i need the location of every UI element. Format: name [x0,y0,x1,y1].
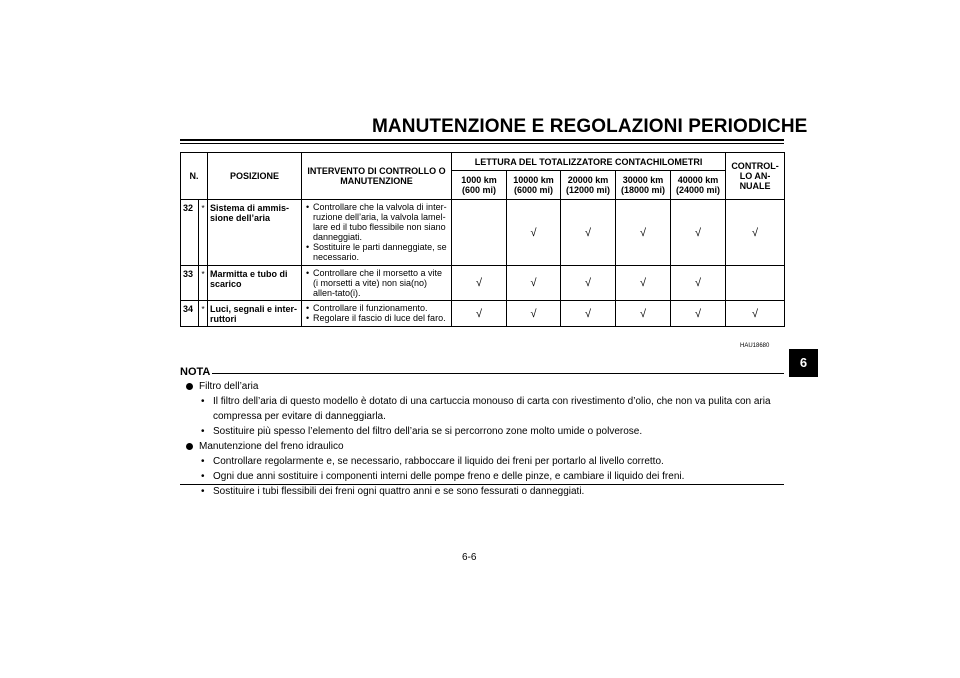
header-odo-2: 10000 km (6000 mi) [507,171,561,200]
filled-circle-icon [186,383,193,390]
nota-group-title-line [186,379,784,394]
nota-group-title-line [186,439,784,454]
bottom-rule [180,484,784,485]
table-row [181,200,785,266]
nota-item: • Sostituire più spesso l’elemento del filtro dell’aria se si percorrono zone molto umide o polverose. [186,424,784,439]
row-number: 32 [181,200,199,266]
row-intervento [302,301,452,327]
title-rule-thin [180,143,784,144]
nota-heading: NOTA [180,366,211,378]
nota-group-title: Filtro dell’aria [199,381,259,392]
intervento-item: • Sostituire le parti danneggiate, se necessario. [306,242,449,262]
row-star: * [199,266,208,301]
check-cell: √ [726,301,785,327]
header-odo-1: 1000 km (600 mi) [452,171,507,200]
header-odo-5: 40000 km (24000 mi) [671,171,726,200]
row-number: 34 [181,301,199,327]
header-annuale: CONTROL-LO AN-NUALE [726,153,785,200]
reference-code: HAU18680 [740,343,770,349]
intervento-item: • Controllare che il morsetto a vite (i morsetti a vite) non sia(no) allen-tato(i). [306,268,449,298]
header-odo-3: 20000 km (12000 mi) [561,171,616,200]
check-cell: √ [452,301,507,327]
intervento-item: • Controllare il funzionamento. [306,303,449,313]
check-cell [452,200,507,266]
table-row [181,266,785,301]
nota-item: • Il filtro dell’aria di questo modello è dotato di una cartuccia monouso di carta con rivestimento d’olio, che non va pulita con aria compressa per evitare di danneggiarla. [186,394,784,424]
row-intervento [302,266,452,301]
intervento-item: • Regolare il fascio di luce del faro. [306,313,449,323]
nota-item: • Controllare regolarmente e, se necessario, rabboccare il liquido dei freni per portarlo al livello corretto. [186,454,784,469]
check-cell: √ [616,200,671,266]
header-intervento: INTERVENTO DI CONTROLLO O MANUTENZIONE [302,153,452,200]
check-cell: √ [452,266,507,301]
filled-circle-icon [186,443,193,450]
nota-body [186,379,784,499]
row-number: 33 [181,266,199,301]
check-cell: √ [561,266,616,301]
check-cell: √ [561,301,616,327]
nota-item: • Sostituire i tubi flessibili dei freni ogni quattro anni e se sono fessurati o danneggiati. [186,484,784,499]
row-posizione: Luci, segnali e inter-ruttori [208,301,302,327]
header-lettura: LETTURA DEL TOTALIZZATORE CONTACHILOMETRI [452,153,726,171]
header-posizione: POSIZIONE [208,153,302,200]
check-cell: √ [616,266,671,301]
check-cell: √ [671,301,726,327]
check-cell: √ [507,301,561,327]
check-cell: √ [726,200,785,266]
row-star: * [199,301,208,327]
nota-group [186,379,784,439]
nota-group [186,439,784,499]
nota-group-title: Manutenzione del freno idraulico [199,441,344,452]
nota-item: • Ogni due anni sostituire i componenti interni delle pompe freno e delle pinze, e cambiare il liquido dei freni. [186,469,784,484]
header-odo-4: 30000 km (18000 mi) [616,171,671,200]
intervento-item: • Controllare che la valvola di inter-ruzione dell’aria, la valvola lamel-lare ed il tubo flessibile non siano danneggiati. [306,202,449,242]
header-n: N. [181,153,208,200]
chapter-tab: 6 [789,349,818,377]
check-cell: √ [561,200,616,266]
check-cell: √ [671,200,726,266]
table-row [181,301,785,327]
nota-rule [212,373,784,374]
row-star: * [199,200,208,266]
check-cell [726,266,785,301]
row-intervento [302,200,452,266]
check-cell: √ [616,301,671,327]
row-posizione: Marmitta e tubo di scarico [208,266,302,301]
maintenance-table [180,152,785,327]
page-title: MANUTENZIONE E REGOLAZIONI PERIODICHE [372,116,808,137]
check-cell: √ [507,200,561,266]
page-number: 6-6 [462,552,477,563]
row-posizione: Sistema di ammis-sione dell’aria [208,200,302,266]
check-cell: √ [671,266,726,301]
title-rule-thick [180,139,784,141]
check-cell: √ [507,266,561,301]
